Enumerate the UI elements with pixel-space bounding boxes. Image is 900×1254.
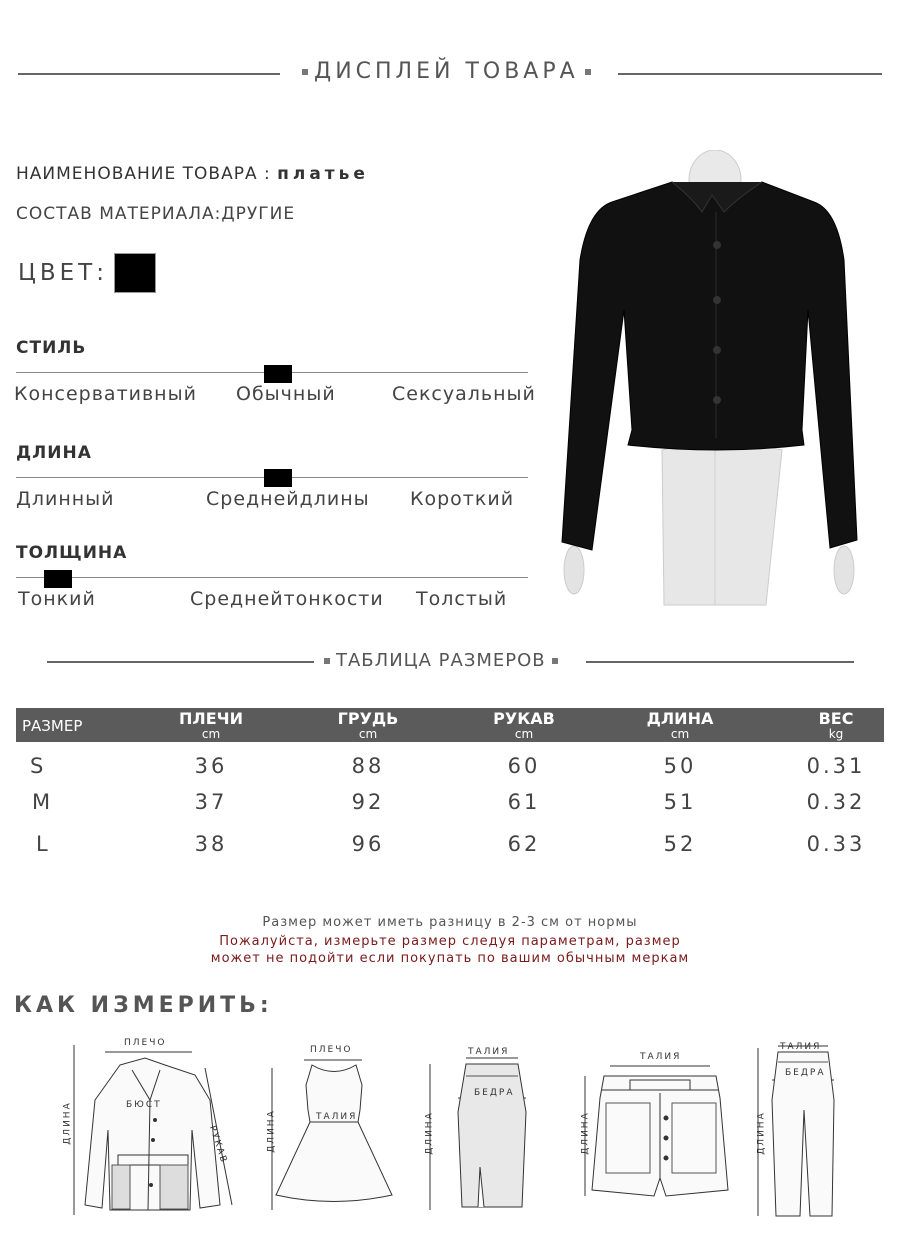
pants-length-label: ДЛИНА [756,1111,767,1155]
style-option-sexy: Сексуальный [392,383,536,405]
column-shoulder: ПЛЕЧИ cm [179,709,243,741]
shorts-waist-label: ТАЛИЯ [640,1052,682,1062]
product-name [16,164,369,184]
material-value: ДРУГИЕ [221,204,296,224]
square-icon [324,658,330,664]
product-photo [552,150,872,610]
thickness-marker [44,570,72,588]
product-color-label: ЦВЕТ: [18,260,108,286]
shorts-length-label: ДЛИНА [580,1111,591,1155]
style-option-normal: Обычный [236,383,336,405]
column-chest: ГРУДЬ cm [337,709,399,741]
cell-chest: 88 [351,754,385,778]
length-label: ДЛИНА [16,443,92,463]
cell-size: M [32,790,54,814]
dress-waist-label: ТАЛИЯ [316,1112,358,1122]
page-title-text: ДИСПЛЕЙ ТОВАРА [314,59,579,84]
cell-chest: 92 [351,790,385,814]
skirt-waist-label: ТАЛИЯ [468,1047,510,1057]
length-marker [264,469,292,487]
style-option-conservative: Консервативный [14,383,197,405]
table-title [318,650,564,671]
measure-warning-line-1: Пожалуйста, измерьте размер следуя параметрам, размер [219,934,681,949]
table-rule-left [47,661,314,663]
column-size: РАЗМЕР [22,717,83,735]
dress-length-label: ДЛИНА [266,1109,277,1153]
size-note: Размер может иметь разницу в 2-3 см от нормы [262,915,638,930]
product-material [16,204,295,224]
measure-warning-line-2: может не подойти если покупать по вашим обычным меркам [210,951,690,966]
how-to-measure-title: КАК ИЗМЕРИТЬ: [14,993,273,1018]
pants-waist-label: ТАЛИЯ [780,1042,822,1052]
color-swatch[interactable] [114,253,156,293]
header-rule-right [618,73,882,75]
cell-shoulder: 38 [194,832,228,856]
style-marker [264,365,292,383]
header-rule-left [18,73,280,75]
style-label: СТИЛЬ [16,338,87,358]
size-table-header [16,708,884,742]
jacket-length-label: ДЛИНА [62,1101,73,1145]
thickness-label: ТОЛЩИНА [16,543,128,563]
table-rule-right [586,661,854,663]
cell-sleeve: 61 [507,790,541,814]
cell-sleeve: 62 [507,832,541,856]
dress-shoulder-label: ПЛЕЧО [310,1045,353,1055]
length-option-long: Длинный [16,488,115,510]
length-option-medium: Среднейдлины [206,488,370,510]
column-length: ДЛИНА cm [646,709,714,741]
dress-drawing [262,1050,402,1220]
cell-size: L [36,832,51,856]
cell-weight: 0.31 [806,754,866,778]
jacket-shoulder-label: ПЛЕЧО [124,1038,167,1048]
cell-sleeve: 60 [507,754,541,778]
skirt-drawing [418,1052,538,1217]
thickness-option-thick: Толстый [416,588,508,610]
cell-size: S [30,754,47,778]
pants-hips-label: БЕДРА [785,1068,826,1078]
length-option-short: Короткий [410,488,515,510]
table-title-text: ТАБЛИЦА РАЗМЕРОВ [336,650,546,671]
jacket-sleeve-label: РУКАВ [206,1124,229,1166]
square-icon [302,69,308,75]
square-icon [552,658,558,664]
column-sleeve: РУКАВ cm [493,709,555,741]
shorts-drawing [570,1058,750,1203]
product-name-value: платье [277,164,369,184]
thickness-option-medium: Среднейтонкости [190,588,384,610]
column-weight: ВЕС kg [818,709,854,741]
product-name-label: НАИМЕНОВАНИЕ ТОВАРА : [16,164,271,184]
cell-length: 52 [663,832,697,856]
thickness-track [16,577,528,578]
cell-shoulder: 37 [194,790,228,814]
cell-weight: 0.32 [806,790,866,814]
square-icon [585,69,591,75]
skirt-length-label: ДЛИНА [424,1111,435,1155]
page-title [296,59,597,84]
cell-length: 51 [663,790,697,814]
cell-shoulder: 36 [194,754,228,778]
cell-length: 50 [663,754,697,778]
jacket-bust-label: БЮСТ [126,1100,162,1110]
skirt-hips-label: БЕДРА [474,1088,515,1098]
cell-chest: 96 [351,832,385,856]
thickness-option-thin: Тонкий [18,588,96,610]
material-label: СОСТАВ МАТЕРИАЛА: [16,204,222,224]
cell-weight: 0.33 [806,832,866,856]
